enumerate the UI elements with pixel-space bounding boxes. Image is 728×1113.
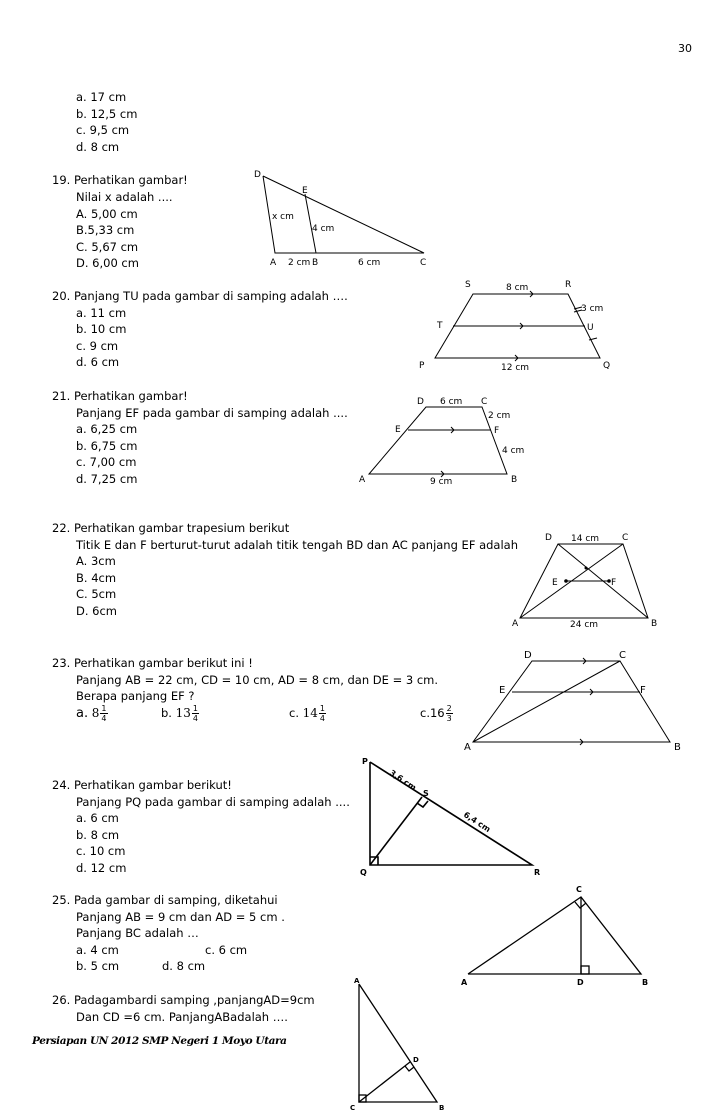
q19-prompt: Nilai x adalah .... [76, 190, 173, 204]
q21-option-a: a. 6,25 cm [76, 422, 138, 436]
q23-line1: Panjang AB = 22 cm, CD = 10 cm, AD = 8 cm, dan DE = 3 cm. [76, 673, 439, 687]
q21-label-c: C [481, 397, 488, 407]
q23-label-e: E [499, 685, 506, 696]
q18-option-b: b. 12,5 cm [76, 107, 138, 121]
q23-option-b-whole: 13 [175, 706, 191, 720]
q23-label-f: F [640, 685, 646, 696]
q23-option-c [289, 704, 326, 723]
q25-option-c: c. 6 cm [205, 943, 248, 957]
q25-label-d: D [577, 978, 584, 987]
q23-label-d: D [524, 650, 532, 661]
q22-label-e: E [552, 578, 558, 588]
q20-label-pq: 12 cm [501, 363, 530, 372]
q25-label-b: B [642, 978, 649, 987]
q24-option-c: c. 10 cm [76, 844, 126, 858]
q24-option-d: d. 12 cm [76, 861, 127, 875]
q21-option-d: d. 7,25 cm [76, 472, 138, 486]
q21-label-a: A [359, 475, 366, 485]
q19-label-a: A [270, 258, 277, 268]
q24-figure [355, 752, 545, 878]
q21-label-d: D [417, 397, 424, 407]
q20-option-c: c. 9 cm [76, 339, 119, 353]
q26-label-d: D [413, 1056, 419, 1064]
q19-option-a: A. 5,00 cm [76, 207, 138, 221]
q20-option-a: a. 11 cm [76, 306, 127, 320]
q24-label-r: R [534, 868, 541, 877]
q21-label-cf: 2 cm [488, 411, 511, 421]
q20-label-ru: 3 cm [581, 304, 604, 314]
q25-option-a: a. 4 cm [76, 943, 119, 957]
q20-label-p: P [419, 361, 425, 371]
q20-label-s: S [465, 280, 471, 290]
q19-label-c: C [420, 258, 427, 268]
q23-option-c-label: c. [289, 706, 299, 720]
q22-option-c: C. 5cm [76, 587, 117, 601]
q20-label-sr: 8 cm [506, 283, 529, 293]
q24-title: 24. Perhatikan gambar berikut! [52, 778, 232, 792]
q24-label-s: S [423, 789, 429, 798]
q21-prompt: Panjang EF pada gambar di samping adalah .... [76, 406, 348, 420]
q22-label-c: C [622, 533, 629, 543]
q19-label-d: D [254, 170, 261, 180]
q23-option-c-whole: 14 [302, 706, 318, 720]
q20-title: 20. Panjang TU pada gambar di samping adalah …. [52, 289, 348, 303]
q20-figure [415, 276, 625, 372]
q19-option-c: C. 5,67 cm [76, 240, 139, 254]
q25-label-a: A [461, 978, 468, 987]
q23-option-b-den: 4 [192, 714, 198, 723]
q25-figure [458, 882, 658, 988]
q24-option-b: b. 8 cm [76, 828, 120, 842]
q26-title: 26. Padagambardi samping ,panjangAD=9cm [52, 993, 315, 1007]
q23-option-d-num: 2 [446, 704, 452, 713]
q20-label-r: R [565, 280, 572, 290]
q23-figure [462, 646, 687, 756]
q21-label-f: F [494, 426, 500, 436]
q23-option-d-den: 3 [446, 714, 452, 723]
q20-label-t: T [437, 321, 443, 331]
q19-option-d: D. 6,00 cm [76, 256, 139, 270]
q23-option-c-den: 4 [319, 714, 326, 723]
q21-figure [355, 392, 535, 488]
q24-prompt: Panjang PQ pada gambar di samping adalah .... [76, 795, 350, 809]
q21-label-dc: 6 cm [440, 397, 463, 407]
q22-option-a: A. 3cm [76, 554, 116, 568]
q23-option-a [76, 704, 108, 723]
q26-label-b: B [439, 1104, 445, 1112]
q19-figure [250, 165, 440, 270]
q19-label-ab: 2 cm [288, 258, 311, 268]
q24-label-ps: 3,6 cm [387, 768, 418, 793]
q23-option-d-whole: 16 [429, 706, 445, 720]
q18-option-a: a. 17 cm [76, 90, 127, 104]
q24-label-sr: 6,4 cm [461, 810, 493, 835]
q23-option-b-num: 1 [192, 704, 198, 713]
q22-label-d: D [545, 533, 552, 543]
q24-label-q: Q [360, 868, 367, 877]
q19-label-b: B [312, 258, 319, 268]
q22-label-f: F [611, 578, 617, 588]
q22-option-b: B. 4cm [76, 571, 117, 585]
q25-line2: Panjang BC adalah … [76, 926, 199, 940]
q19-label-e: E [302, 186, 308, 196]
q24-label-p: P [362, 757, 368, 766]
q21-option-b: b. 6,75 cm [76, 439, 138, 453]
q20-option-b: b. 10 cm [76, 322, 127, 336]
q21-label-ab: 9 cm [430, 477, 453, 487]
q23-option-d-label: c. [420, 706, 430, 720]
q21-label-e: E [395, 425, 401, 435]
q22-option-d: D. 6cm [76, 604, 118, 618]
q23-option-a-num: 1 [101, 704, 107, 713]
q26-figure [347, 974, 457, 1113]
q26-line1: Dan CD =6 cm. PanjangABadalah …. [76, 1010, 288, 1024]
q20-option-d: d. 6 cm [76, 355, 120, 369]
q23-option-a-den: 4 [101, 714, 107, 723]
q23-option-c-num: 1 [319, 704, 326, 713]
q22-figure [508, 528, 668, 632]
q22-label-b: B [651, 619, 658, 629]
q19-label-bc: 6 cm [358, 258, 381, 268]
q19-label-x: x cm [272, 212, 294, 222]
q23-label-b: B [674, 742, 681, 753]
q21-label-b: B [511, 475, 518, 485]
q22-title: 22. Perhatikan gambar trapesium berikut [52, 521, 290, 535]
q25-line1: Panjang AB = 9 cm dan AD = 5 cm . [76, 910, 285, 924]
q22-label-a: A [512, 619, 519, 629]
q25-label-c: C [576, 885, 582, 894]
q25-option-b: b. 5 cm [76, 959, 120, 973]
q23-option-a-whole: 8 [91, 706, 100, 720]
q19-title: 19. Perhatikan gambar! [52, 173, 188, 187]
q23-line2: Berapa panjang EF ? [76, 689, 195, 703]
footer: Persiapan UN 2012 SMP Negeri 1 Moyo Utara [32, 1035, 287, 1047]
q22-label-dc: 14 cm [571, 534, 600, 544]
q25-title: 25. Pada gambar di samping, diketahui [52, 893, 278, 907]
q23-option-d [420, 704, 453, 723]
q18-option-c: c. 9,5 cm [76, 123, 130, 137]
q21-title: 21. Perhatikan gambar! [52, 389, 188, 403]
q22-prompt: Titik E dan F berturut-turut adalah titik tengah BD dan AC panjang EF adalah [76, 538, 519, 552]
q19-option-b: B.5,33 cm [76, 223, 135, 237]
page-number: 30 [678, 42, 692, 55]
q18-option-d: d. 8 cm [76, 140, 120, 154]
q26-label-c: C [350, 1104, 356, 1112]
q23-option-b [161, 704, 199, 723]
q23-title: 23. Perhatikan gambar berikut ini ! [52, 656, 253, 670]
q23-label-a: A [464, 742, 471, 753]
q21-option-c: c. 7,00 cm [76, 455, 137, 469]
q24-option-a: a. 6 cm [76, 811, 119, 825]
q19-label-be: 4 cm [312, 224, 335, 234]
q20-label-u: U [587, 323, 594, 333]
q22-label-ab: 24 cm [570, 620, 599, 630]
q23-option-a-label: a. [76, 706, 89, 721]
q20-label-q: Q [603, 361, 611, 371]
q26-label-a: A [354, 977, 360, 985]
q23-label-c: C [619, 650, 626, 661]
q21-label-fb: 4 cm [502, 446, 525, 456]
q25-option-d: d. 8 cm [162, 959, 206, 973]
q23-option-b-label: b. [161, 706, 172, 720]
